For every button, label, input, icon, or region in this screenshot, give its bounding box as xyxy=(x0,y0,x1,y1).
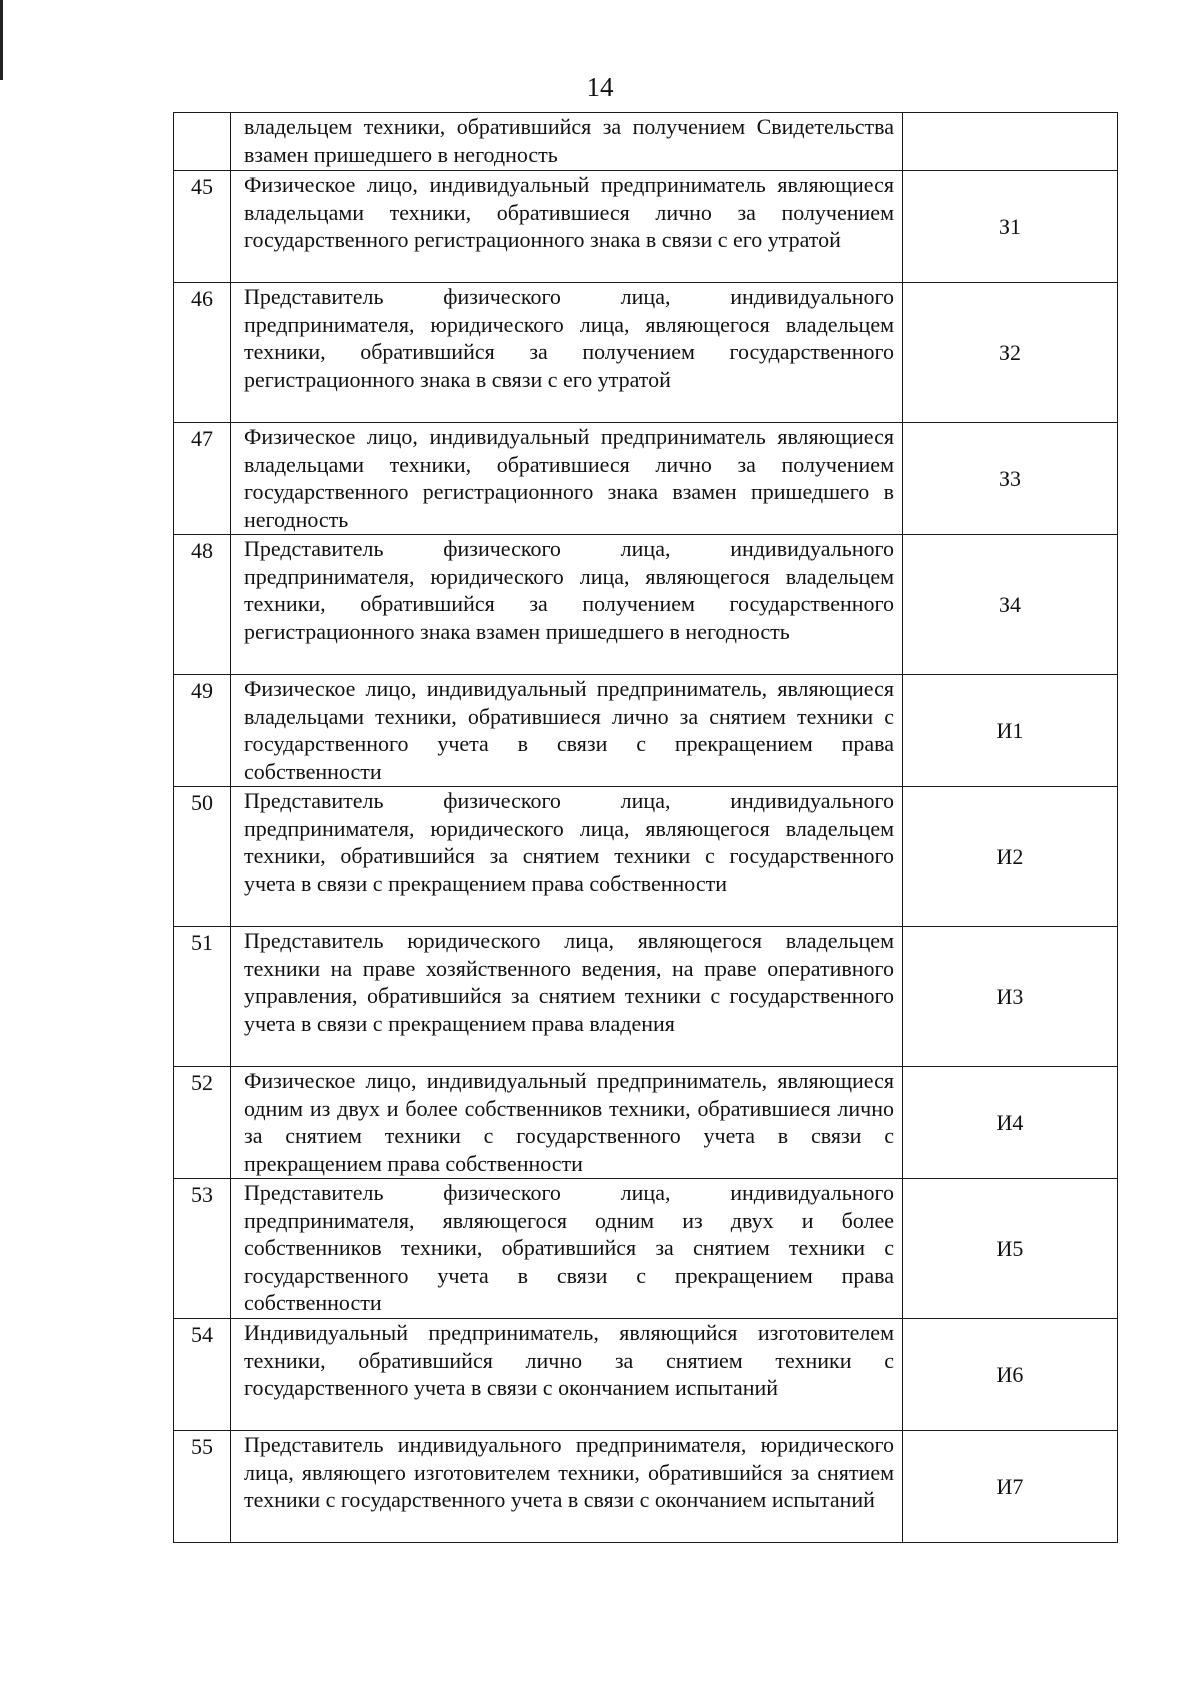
table-row xyxy=(174,171,1118,283)
row-description: Представитель физического лица, индивидуального предпринимателя, юридического лица, являющегося владельцем техники, обратившийся за получением государственного регистрационного знака в связи с его утратой xyxy=(231,283,903,423)
row-code: З4 xyxy=(903,535,1118,675)
row-description: Индивидуальный предприниматель, являющийся изготовителем техники, обратившийся лично за снятием техники с государственного учета в связи с окончанием испытаний xyxy=(231,1319,903,1431)
row-code: З1 xyxy=(903,171,1118,283)
row-number: 55 xyxy=(174,1431,231,1543)
row-code: И1 xyxy=(903,675,1118,787)
row-description: Представитель физического лица, индивидуального предпринимателя, юридического лица, являющегося владельцем техники, обратившийся за снятием техники с государственного учета в связи с прекращением права собственности xyxy=(231,787,903,927)
table-row xyxy=(174,113,1118,171)
table-row xyxy=(174,675,1118,787)
row-number: 51 xyxy=(174,927,231,1067)
row-number: 52 xyxy=(174,1067,231,1179)
row-number: 54 xyxy=(174,1319,231,1431)
row-code: И3 xyxy=(903,927,1118,1067)
table-row xyxy=(174,1179,1118,1319)
row-description: владельцем техники, обратившийся за получением Свидетельства взамен пришедшего в негодность xyxy=(231,113,903,171)
scan-edge-mark xyxy=(0,0,3,80)
row-number: 48 xyxy=(174,535,231,675)
row-number: 45 xyxy=(174,171,231,283)
row-number: 47 xyxy=(174,423,231,535)
table-row xyxy=(174,535,1118,675)
row-description: Физическое лицо, индивидуальный предприниматель, являющиеся владельцами техники, обратившиеся лично за снятием техники с государственного учета в связи с прекращением права собственности xyxy=(231,675,903,787)
row-description: Представитель физического лица, индивидуального предпринимателя, являющегося одним из двух и более собственников техники, обратившийся за снятием техники с государственного учета в связи с прекращением права собственности xyxy=(231,1179,903,1319)
table-row xyxy=(174,787,1118,927)
table-row xyxy=(174,283,1118,423)
table-row xyxy=(174,1431,1118,1543)
row-number: 50 xyxy=(174,787,231,927)
row-description: Представитель физического лица, индивидуального предпринимателя, юридического лица, являющегося владельцем техники, обратившийся за получением государственного регистрационного знака взамен пришедшего в негодность xyxy=(231,535,903,675)
row-description: Представитель индивидуального предпринимателя, юридического лица, являющего изготовителем техники, обратившийся за снятием техники с государственного учета в связи с окончанием испытаний xyxy=(231,1431,903,1543)
row-code: З3 xyxy=(903,423,1118,535)
row-code: И5 xyxy=(903,1179,1118,1319)
row-number xyxy=(174,113,231,171)
row-description: Физическое лицо, индивидуальный предприниматель являющиеся владельцами техники, обратившиеся лично за получением государственного регистрационного знака взамен пришедшего в негодность xyxy=(231,423,903,535)
row-code: З2 xyxy=(903,283,1118,423)
table-row xyxy=(174,927,1118,1067)
row-code xyxy=(903,113,1118,171)
row-code: И7 xyxy=(903,1431,1118,1543)
applicant-codes-table xyxy=(173,112,1118,1543)
row-number: 46 xyxy=(174,283,231,423)
row-description: Физическое лицо, индивидуальный предприниматель являющиеся владельцами техники, обратившиеся лично за получением государственного регистрационного знака в связи с его утратой xyxy=(231,171,903,283)
table-row xyxy=(174,423,1118,535)
row-code: И2 xyxy=(903,787,1118,927)
row-number: 49 xyxy=(174,675,231,787)
row-code: И4 xyxy=(903,1067,1118,1179)
table-row xyxy=(174,1319,1118,1431)
row-description: Представитель юридического лица, являющегося владельцем техники на праве хозяйственного ведения, на праве оперативного управления, обратившийся за снятием техники с государственного учета в связи с прекращением права владения xyxy=(231,927,903,1067)
page-number: 14 xyxy=(586,72,614,102)
row-code: И6 xyxy=(903,1319,1118,1431)
row-description: Физическое лицо, индивидуальный предприниматель, являющиеся одним из двух и более собственников техники, обратившиеся лично за снятием техники с государственного учета в связи с прекращением права собственности xyxy=(231,1067,903,1179)
table-row xyxy=(174,1067,1118,1179)
row-number: 53 xyxy=(174,1179,231,1319)
